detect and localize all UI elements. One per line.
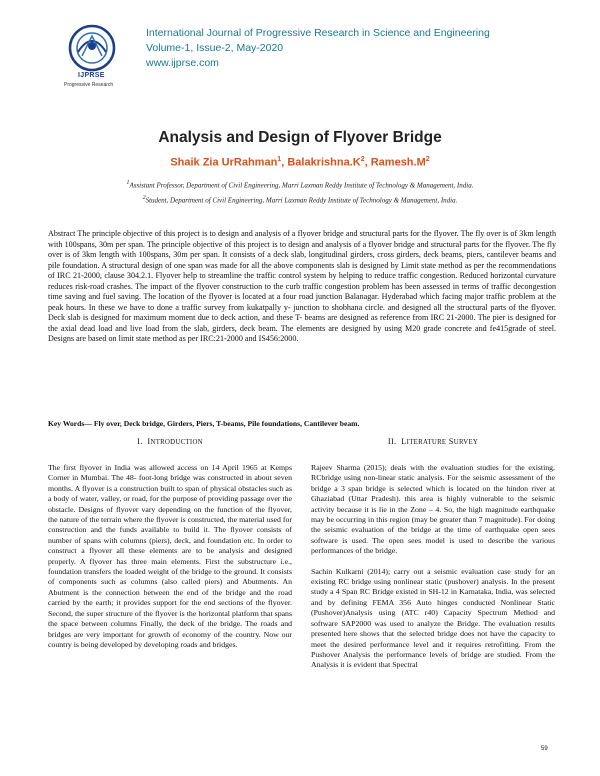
section-rest: NTRODUCTION — [150, 439, 203, 446]
affiliation-sup: 1 — [126, 180, 130, 186]
affiliation — [0, 195, 600, 204]
journal-website[interactable]: www.ijprse.com — [146, 57, 219, 69]
author-sup: 2 — [360, 156, 365, 163]
section-initial: S — [448, 437, 454, 446]
author-list — [0, 156, 600, 169]
section-initial: L — [401, 437, 407, 446]
logo-subtitle: Progressive Research — [64, 82, 114, 88]
section-heading-introduction — [48, 437, 292, 446]
affiliation-text: Student, Department of Civil Engineering, Marri Laxman Reddy Institute of Technology & Management, India. — [145, 196, 458, 205]
author-sup: 2 — [425, 156, 430, 163]
paper-title: Analysis and Design of Flyover Bridge — [158, 129, 442, 146]
section-heading-literature — [311, 437, 555, 446]
affiliation — [0, 180, 600, 189]
introduction-body — [48, 463, 292, 650]
journal-header — [146, 26, 490, 71]
section-initial: I — [147, 437, 151, 446]
author-name: Balakrishna.K — [287, 156, 361, 169]
journal-name: International Journal of Progressive Research in Science and Engineering — [146, 27, 490, 39]
lit-paragraph: Rajeev Sharma (2015); deals with the evaluation studies for the existing, RCbridge using non-linear static analysis. For the seismic assessment of the bridge a 3 span bridge is selected which is located on the hindon river at Ghaziabad (Uttar Pradesh). this area is highly vulnerable to the seismic activity because it is lie in the Zone – 4. So, the high magnitude earthquake may be occurring in this region (may be greater than 7 magnitude). For doing the seismic evaluation of the bridge at the time of earthquake open sees software is used. The open sees model is used to describe the various performances of the bridge. — [311, 463, 555, 556]
affiliation-text: Assistant Professor, Department of Civil Engineering, Marri Laxman Reddy Institute of Technology & Management, India. — [129, 181, 474, 190]
section-rest: ITERATURE — [406, 439, 447, 446]
abstract: Abstract The principle objective of this project is to design and analysis of a flyover bridge and structural parts for the flyover. The fly over is of 3km length with 100spans, 30m per span. The principle objective of this project is to design and analysis of a flyover bridge and structural parts for the flyover. The fly over is of 3km length with 100spans, 30m per span. It consists of a deck slab, longitudinal girders, cross girders, deck beams, piers, cantilever beams and pile foundation. A structural design of one span was made for all the above components slab is designed by Limit state method as per the recommendations of IRC 21-2000, clause 304.2.1. Flyover help to streamline the traffic control system by helping to reduce traffic congestion. Reduced horizontal curvature reduces risk-road crashes. The impact of the flyover construction to the curb traffic congestion problem has been assessed in terms of traffic decongestion time saving and fuel saving. The location of the flyover is located at a four road junction Balanagar. Hyderabad which facing major traffic problem at the peak hours. In these we have to done a traffic survey from kukatpally y- junction to shobhana circle. and designed all the structural parts of the flyover. Deck slab is designed for maximum moment due to deck action, and these T- beams are designed as reference from IRC 21-2000. The pier is designed for the axial dead load and live load from the slab, girders, deck beam. The elements are designed by using M20 grade concrete and fe415grade of steel. Designs are based on limit state method as per IRC:21-2000 and IS456:2000. — [48, 229, 556, 343]
section-rest: URVEY — [453, 439, 479, 446]
logo-text: IJPRSE — [78, 72, 105, 79]
keywords: Key Words— Fly over, Deck bridge, Girders, Piers, T-beams, Pile foundations, Cantilever beam. — [48, 419, 360, 428]
section-numeral: I. — [137, 437, 143, 446]
author-name: Ramesh.M — [370, 156, 426, 169]
author-sep: , — [364, 156, 371, 169]
affiliation-sup: 2 — [142, 195, 146, 201]
journal-volume: Volume-1, Issue-2, May-2020 — [146, 42, 284, 54]
section-numeral: II. — [387, 437, 397, 446]
literature-body — [311, 463, 555, 671]
author-sup: 1 — [277, 156, 282, 163]
author-sep: , — [281, 156, 288, 169]
intro-paragraph: The first flyover in India was allowed access on 14 April 1965 at Kemps Corner in Mumbai. The 48- foot-long bridge was constructed in about seven months. A flyover is a construction built to span of physical obstacles such as a body of water, valley, or road, for the purpose of providing passage over the obstacle. Designs of flyover vary depending on the function of the flyover, the nature of the terrain where the flyover is constructed, the material used for construction and the funds available to build it. The flyover consists of number of spans with columns (piers), deck, and foundation etc. In order to construct a flyover all these elements are to be analysis and designed properly. A flyover has three main elements. First the substructure i.e., foundation transfers the loaded weight of the bridge to the ground. It consists of components such as columns (also called piers) and Abutments. An Abutment is the connection between the end of the bridge and the road carried by the earth; it provides support for the end sections of the flyover. Second, the super structure of the flyover is the horizontal platform that spans the space between columns Finally, the deck of the bridge. The roads and bridges are very important for growth of economy of the country. Now our country is being developed by developing roads and bridges. — [48, 463, 292, 649]
author-name: Shaik Zia UrRahman — [170, 156, 278, 169]
lit-paragraph: Sachin Kulkarni (2014); carry out a seismic evaluation case study for an existing RC bridge using nonlinear static (pushover) analysis. In the present study a 4 Span RC Bridge existed in SH-12 in Karnataka, India, was selected and by defining FEMA 356 Auto hinges conducted Nonlinear Static (Pushover)Analysis using (ATC r40) Capacity Spectrum Method and software SAP2000 was used to analyze the Bridge. The evaluation results presented here shows that the selected bridge does not have the capacity to meet the desired performance level and it requires retrofitting. From the Pushover Analysis the performance levels of bridge are studied. From the Analysis it is evident that Spectral — [311, 566, 555, 670]
page-number: 59 — [541, 746, 548, 752]
